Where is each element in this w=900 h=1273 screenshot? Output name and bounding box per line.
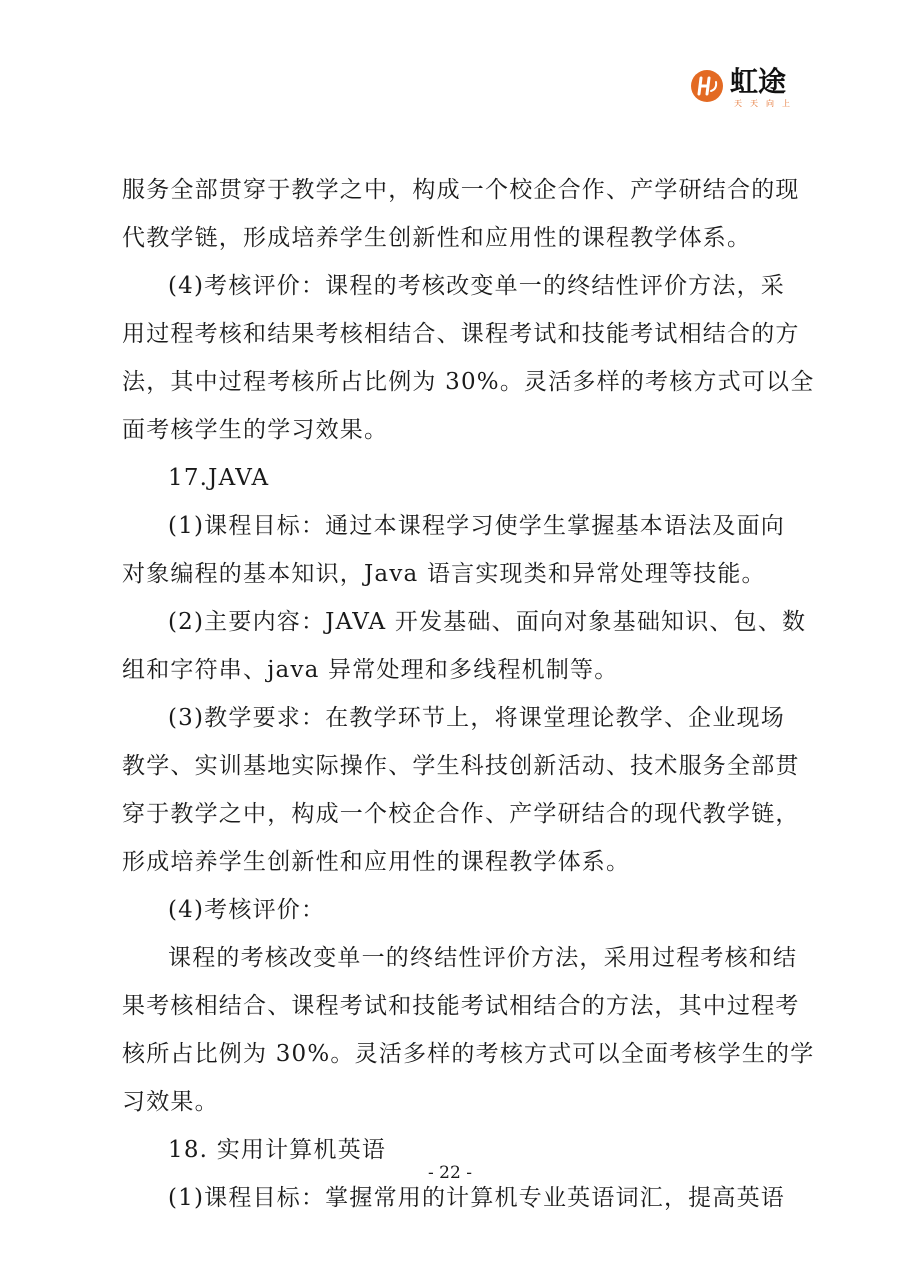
- logo-name: 虹途: [730, 65, 787, 98]
- text-line: 组和字符串、java 异常处理和多线程机制等。: [122, 657, 619, 683]
- text-line: (1)课程目标：通过本课程学习使学生掌握基本语法及面向: [168, 513, 785, 539]
- text-line: 服务全部贯穿于教学之中，构成一个校企合作、产学研结合的现: [122, 177, 800, 203]
- text-line: 面考核学生的学习效果。: [122, 417, 389, 443]
- header-logo: [690, 66, 810, 110]
- logo-h-icon: [690, 69, 724, 103]
- text-line: (4)考核评价：课程的考核改变单一的终结性评价方法，采: [168, 273, 785, 299]
- document-body: [122, 166, 815, 1222]
- text-line: 果考核相结合、课程考试和技能考试相结合的方法，其中过程考: [122, 993, 800, 1019]
- text-line: 用过程考核和结果考核相结合、课程考试和技能考试相结合的方: [122, 321, 800, 347]
- text-line: 法，其中过程考核所占比例为 30%。灵活多样的考核方式可以全: [122, 369, 815, 395]
- text-line: 形成培养学生创新性和应用性的课程教学体系。: [122, 849, 631, 875]
- text-line: 穿于教学之中，构成一个校企合作、产学研结合的现代教学链，: [122, 801, 800, 827]
- text-line: (2)主要内容：JAVA 开发基础、面向对象基础知识、包、数: [168, 609, 807, 635]
- text-line: (3)教学要求：在教学环节上，将课堂理论教学、企业现场: [168, 705, 785, 731]
- section-heading: 18. 实用计算机英语: [168, 1137, 387, 1163]
- text-line: 对象编程的基本知识，Java 语言实现类和异常处理等技能。: [122, 561, 766, 587]
- text-line: 课程的考核改变单一的终结性评价方法，采用过程考核和结: [168, 945, 798, 971]
- text-line: 核所占比例为 30%。灵活多样的考核方式可以全面考核学生的学: [122, 1041, 815, 1067]
- text-line: 教学、实训基地实际操作、学生科技创新活动、技术服务全部贯: [122, 753, 800, 779]
- text-line: (1)课程目标：掌握常用的计算机专业英语词汇，提高英语: [168, 1185, 785, 1211]
- logo-slogan: 天天向上: [734, 99, 798, 108]
- page-number: - 22 -: [428, 1163, 472, 1183]
- section-heading: 17.JAVA: [168, 465, 270, 491]
- text-line: (4)考核评价：: [168, 897, 326, 923]
- text-line: 代教学链，形成培养学生创新性和应用性的课程教学体系。: [122, 225, 752, 251]
- text-line: 习效果。: [122, 1089, 219, 1115]
